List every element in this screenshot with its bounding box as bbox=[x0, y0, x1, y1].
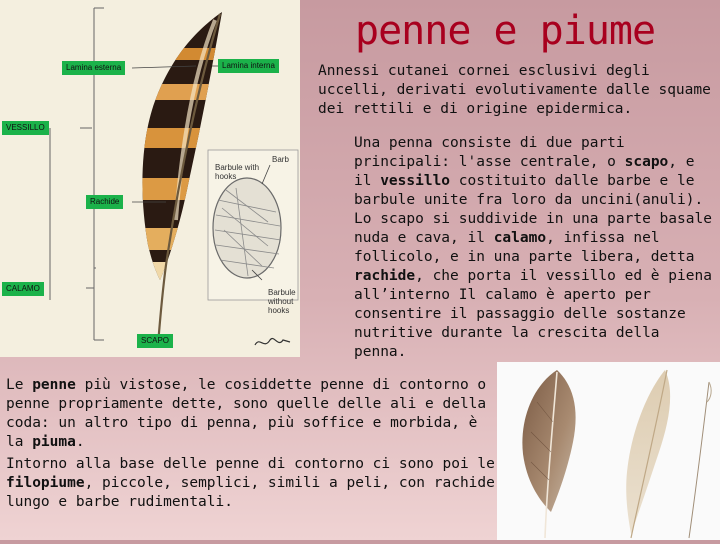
rachide-label: Rachide bbox=[86, 195, 123, 209]
filopiume-paragraph: Intorno alla base delle penne di contorno ci sono poi le filopiume, piccole, semplici, simili a peli, con rachide lungo e barbe rudimentali. bbox=[6, 456, 495, 510]
intro-paragraph: Annessi cutanei cornei esclusivi degli uccelli, derivati evolutivamente dalle squame dei rettili e di origine epidermica. bbox=[318, 63, 711, 117]
barbule-without-hooks-note: Barbule without hooks bbox=[268, 288, 296, 315]
penne-paragraph: Le penne più vistose, le cosiddette penne di contorno o penne propriamente dette, sono quelle delle ali e della coda: un altro tipo di penna, più soffice e morbida, è la piuma. bbox=[6, 377, 487, 450]
term-rachide: rachide bbox=[354, 268, 416, 284]
feathers-photo bbox=[497, 362, 720, 540]
barbule-with-hooks-note: Barbule with hooks bbox=[215, 163, 260, 181]
term-vessillo: vessillo bbox=[380, 173, 451, 189]
feathers-photo-icon bbox=[497, 362, 720, 540]
term-filopiume: filopiume bbox=[6, 475, 85, 491]
term-piuma: piuma bbox=[32, 434, 76, 450]
structure-paragraph: Una penna consiste di due parti principali: l'asse centrale, o scapo, e il vessillo costituito dalle barbe e le barbule unite fra loro da uncini(anuli). Lo scapo si suddivide in una parte basale nuda e cava, il calamo, infissa nel follicolo, e in una parte libera, detta rachide, che porta il vessillo ed è piena all’interno Il calamo è aperto per consentire il passaggio delle sostanze nutritive durante la crescita della penna. bbox=[354, 135, 712, 360]
page-title: penne e piume bbox=[355, 8, 656, 54]
barb-note: Barb bbox=[272, 155, 289, 164]
calamo-label: CALAMO bbox=[2, 282, 44, 296]
term-scapo: scapo bbox=[624, 154, 669, 170]
term-penne: penne bbox=[32, 377, 76, 393]
feather-figure bbox=[0, 0, 300, 357]
lamina-esterna-label: Lamina esterna bbox=[62, 61, 125, 75]
vessillo-label: VESSILLO bbox=[2, 121, 49, 135]
lamina-interna-label: Lamina interna bbox=[218, 59, 279, 73]
term-calamo: calamo bbox=[493, 230, 547, 246]
scapo-label: SCAPO bbox=[137, 334, 173, 348]
